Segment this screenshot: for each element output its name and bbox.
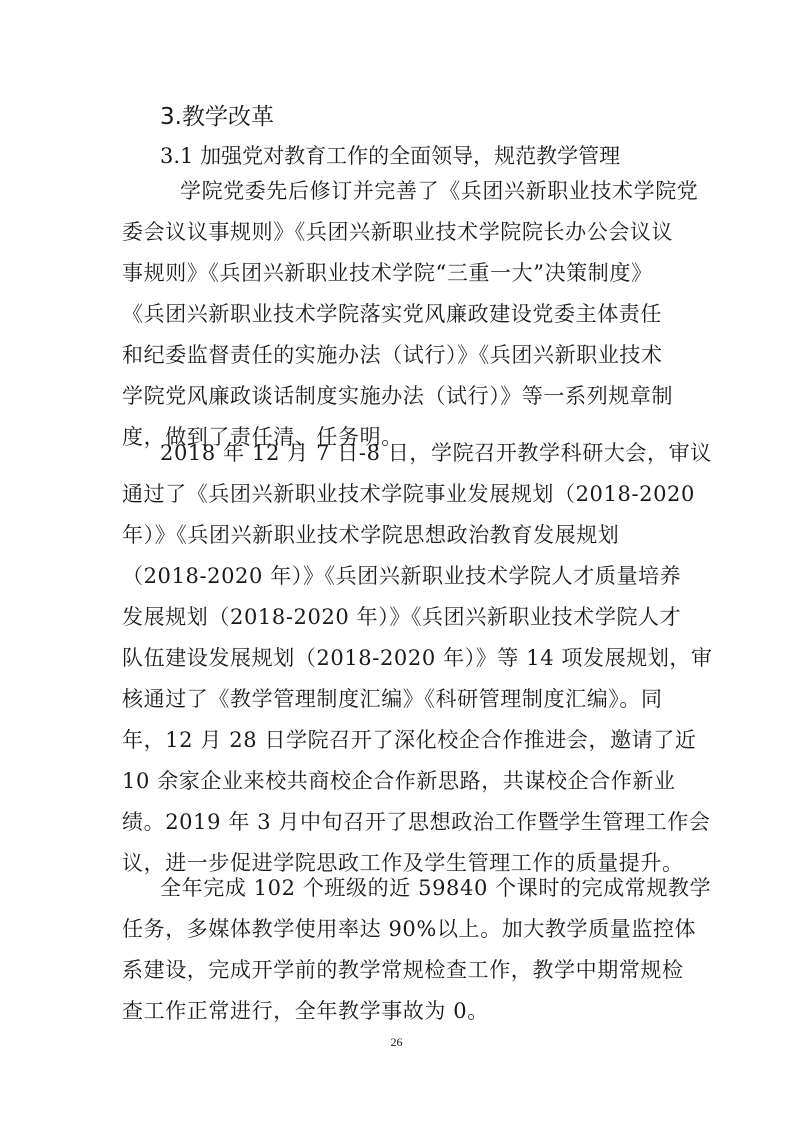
subsection-heading: 3.1 加强党对教育工作的全面领导，规范教学管理 — [160, 144, 621, 168]
paragraph-line: 2018 年 12 月 7 日-8 日，学院召开教学科研大会，审议 — [160, 441, 712, 465]
paragraph-line: 学院党委先后修订并完善了《兵团兴新职业技术学院党 — [180, 179, 699, 203]
paragraph-line: 队伍建设发展规划（2018-2020 年）》等 14 项发展规划，审 — [122, 646, 713, 670]
paragraph-line: 10 余家企业来校共商校企合作新思路，共谋校企合作新业 — [122, 769, 676, 793]
page-number: 26 — [390, 1035, 403, 1049]
paragraph-line: 和纪委监督责任的实施办法（试行）》《兵团兴新职业技术 — [122, 343, 663, 367]
paragraph-line: 年，12 月 28 日学院召开了深化校企合作推进会，邀请了近 — [122, 728, 697, 752]
paragraph-line: 任务，多媒体教学使用率达 90%以上。加大教学质量监控体 — [122, 917, 697, 941]
paragraph-line: 核通过了《教学管理制度汇编》《科研管理制度汇编》。同 — [122, 687, 663, 711]
paragraph-line: 议，进一步促进学院思政工作及学生管理工作的质量提升。 — [122, 851, 684, 875]
paragraph-line: 系建设，完成开学前的教学常规检查工作，教学中期常规检 — [122, 958, 684, 982]
paragraph-line: （2018-2020 年）》《兵团兴新职业技术学院人才质量培养 — [122, 564, 682, 588]
section-heading: 3.教学改革 — [160, 104, 274, 130]
paragraph-line: 通过了《兵团兴新职业技术学院事业发展规划（2018-2020 — [122, 482, 695, 506]
paragraph-line: 学院党风廉政谈话制度实施办法（试行）》等一系列规章制 — [122, 384, 674, 408]
paragraph-line: 度，做到了责任清、任务明。 — [122, 425, 403, 449]
paragraph-line: 《兵团兴新职业技术学院落实党风廉政建设党委主体责任 — [122, 302, 662, 326]
paragraph-line: 事规则》《兵团兴新职业技术学院“三重一大”决策制度》 — [122, 261, 653, 285]
paragraph-line: 委会议议事规则》《兵团兴新职业技术学院院长办公会议议 — [122, 220, 674, 244]
paragraph-line: 绩。2019 年 3 月中旬召开了思想政治工作暨学生管理工作会 — [122, 810, 711, 834]
paragraph-line: 查工作正常进行，全年教学事故为 0。 — [122, 999, 489, 1023]
paragraph-line: 发展规划（2018-2020 年）》《兵团兴新职业技术学院人才 — [122, 605, 682, 629]
paragraph-line: 年）》《兵团兴新职业技术学院思想政治教育发展规划 — [122, 523, 620, 547]
paragraph-line: 全年完成 102 个班级的近 59840 个课时的完成常规教学 — [160, 876, 712, 900]
